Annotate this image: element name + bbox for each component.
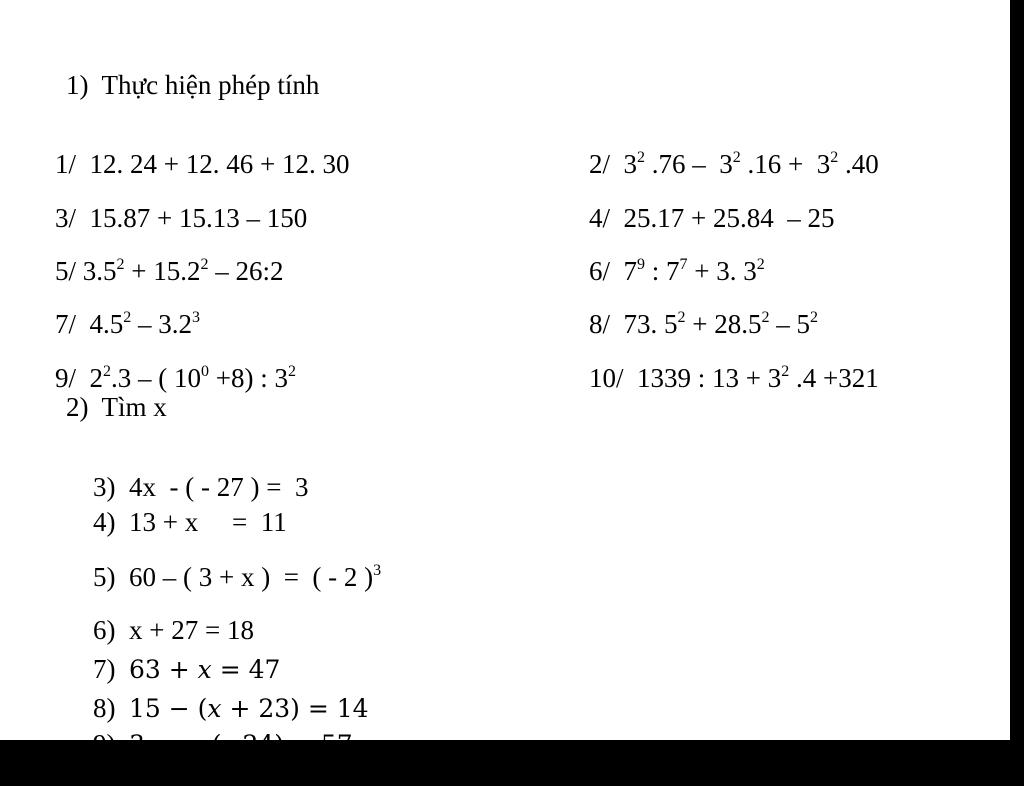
item-number: 7) (93, 654, 116, 684)
exercise-2: 2/ $3^2$ $.76 - 3^2$ $.16 + 3^2$ .40 (589, 149, 879, 179)
item-number: 4) (93, 507, 116, 537)
exercise-5: 5/ $3.5^2 + 15.2^2$ – 26:2 (55, 256, 284, 286)
exercise-expression: 12. 24 + 12. 46 + 12. 30 (89, 149, 350, 179)
section-heading-find-x: 2) Tìm x (66, 392, 167, 422)
exercise-10: 10/ 1339 : $13 + 3^2$ .4 +321 (589, 363, 879, 393)
exercise-number: 10/ (589, 363, 624, 393)
item-number: 5) (93, 562, 116, 592)
exercise-6: 6/ $7^9$ : $7^7 + 3$. $3^2$ (589, 256, 765, 286)
item-number: 9) (93, 729, 116, 759)
equation: 3. x − (−24) = 57 (129, 730, 353, 759)
item-number: 8) (93, 693, 116, 723)
exercise-number: 1/ (55, 149, 77, 179)
item-number: 6) (93, 615, 116, 645)
item-number: 3) (93, 472, 116, 502)
exercise-expression: 15.87 + 15.13 – 150 (89, 203, 308, 233)
equation: 15 − (x + 23) = 14 (129, 694, 369, 723)
exercise-7: 7/ $4.5^2 - 3.2^3$ (55, 309, 201, 339)
exercise-number: 3/ (55, 203, 77, 233)
equation: x + 27 = 18 (129, 615, 254, 645)
equation: 63 + x = 47 (129, 655, 281, 684)
exercise-number: 7/ (55, 309, 77, 339)
exercise-number: 2/ (589, 149, 611, 179)
exercise-9: 9/ $2^2.3$ – ( $10^0 +8$) : $3^2$ (55, 363, 296, 393)
exercise-number: 5/ (55, 256, 77, 286)
equation: 13 + x = 11 (129, 507, 287, 537)
exercise-number: 6/ (589, 256, 611, 286)
exercise-8: 8/ 73. $5^2 + 28.5^2 - 5^2$ (589, 309, 818, 339)
exercise-number: 4/ (589, 203, 611, 233)
equation: 4x - ( - 27 ) = 3 (129, 472, 309, 502)
find-x-item-9 (66, 704, 353, 785)
exercise-expression: 25.17 + 25.84 – 25 (623, 203, 835, 233)
section-heading-calculate: 1) Thực hiện phép tính (66, 70, 320, 100)
exercise-number: 8/ (589, 309, 611, 339)
exercise-number: 9/ (55, 363, 77, 393)
find-x-item-5: 5) 60 – ( 3 + x ) = ( - 2 )$^3$ (93, 562, 382, 592)
